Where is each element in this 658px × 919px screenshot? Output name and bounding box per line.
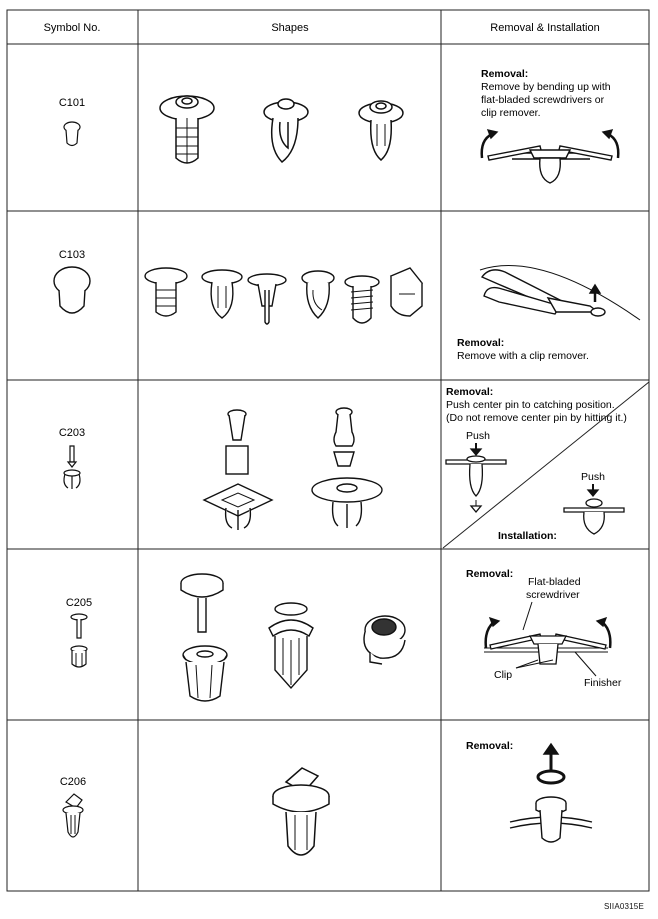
removal-line-c203-1: Push center pin to catching position.	[446, 399, 615, 411]
clip-shape-c101-2	[264, 99, 308, 162]
removal-illustration-c101	[482, 130, 619, 183]
removal-title-c206: Removal:	[466, 740, 514, 752]
header-symbol-no: Symbol No.	[43, 22, 101, 34]
clip-shape-c101-3	[359, 101, 403, 160]
row-c101	[59, 68, 618, 183]
removal-illustration-c203	[446, 443, 506, 512]
row-c205	[66, 568, 622, 701]
callout-tool-line-2: screwdriver	[526, 589, 580, 601]
symbol-c206: C206	[59, 776, 87, 788]
header-removal-installation: Removal & Installation	[490, 22, 600, 34]
push-label-installation: Push	[581, 471, 605, 483]
removal-line-c103-1: Remove with a clip remover.	[457, 350, 589, 362]
removal-line-c101-1: Remove by bending up with	[481, 81, 611, 93]
shapes-c203	[204, 408, 382, 530]
clip-shape-c206-1	[273, 768, 329, 855]
removal-line-c203-2: (Do not remove center pin by hitting it.)	[446, 412, 627, 424]
removal-illustration-c206	[510, 744, 592, 842]
clip-shape-c205-1	[181, 574, 227, 701]
removal-title-c103: Removal:	[457, 337, 505, 349]
clip-shape-c103-4	[302, 271, 334, 318]
callout-clip: Clip	[494, 669, 513, 681]
symbol-icon-c203	[64, 446, 80, 489]
symbol-c203: C203	[58, 427, 86, 439]
symbol-icon-c101	[64, 122, 80, 146]
installation-illustration-c203	[564, 484, 624, 534]
push-label-removal: Push	[466, 430, 490, 442]
installation-title-c203: Installation:	[498, 530, 557, 542]
symbol-icon-c205	[71, 614, 87, 667]
clip-shape-c101-1	[160, 96, 214, 163]
callout-tool-line-1: Flat-bladed	[528, 576, 581, 588]
clip-shape-c103-6	[391, 268, 422, 316]
removal-title-c101: Removal:	[481, 68, 529, 80]
clip-shape-c103-3	[248, 274, 286, 324]
removal-line-c101-3: clip remover.	[481, 107, 541, 119]
clip-shape-c103-2	[202, 270, 242, 318]
table-grid	[7, 10, 649, 891]
header-shapes: Shapes	[271, 22, 309, 34]
row-c206	[60, 740, 592, 855]
removal-title-c205: Removal:	[466, 568, 514, 580]
clip-shape-c203-2	[312, 408, 382, 528]
removal-illustration-c205	[484, 602, 610, 676]
symbol-icon-c103	[54, 267, 90, 313]
clip-shape-c103-1	[145, 268, 187, 316]
figure-code: SIIA0315E	[603, 902, 644, 911]
clip-remover-illustration-c103	[480, 266, 640, 320]
shapes-c206	[273, 768, 329, 855]
clip-shape-c203-1	[204, 410, 272, 530]
clip-shape-c205-2	[269, 603, 313, 688]
clip-shape-c103-5	[345, 276, 379, 323]
symbol-icon-c206	[63, 794, 83, 837]
row-c203	[59, 382, 649, 548]
clip-shape-c205-3	[364, 616, 405, 664]
shapes-c205	[181, 574, 405, 701]
symbol-c205: C205	[65, 597, 93, 609]
row-c103	[54, 249, 640, 362]
removal-title-c203: Removal:	[446, 386, 494, 398]
symbol-c103: C103	[58, 249, 86, 261]
shapes-c103	[145, 268, 422, 324]
symbol-c101: C101	[58, 97, 86, 109]
shapes-c101	[160, 96, 403, 163]
removal-line-c101-2: flat-bladed screwdrivers or	[481, 94, 605, 106]
callout-finisher: Finisher	[584, 677, 622, 689]
